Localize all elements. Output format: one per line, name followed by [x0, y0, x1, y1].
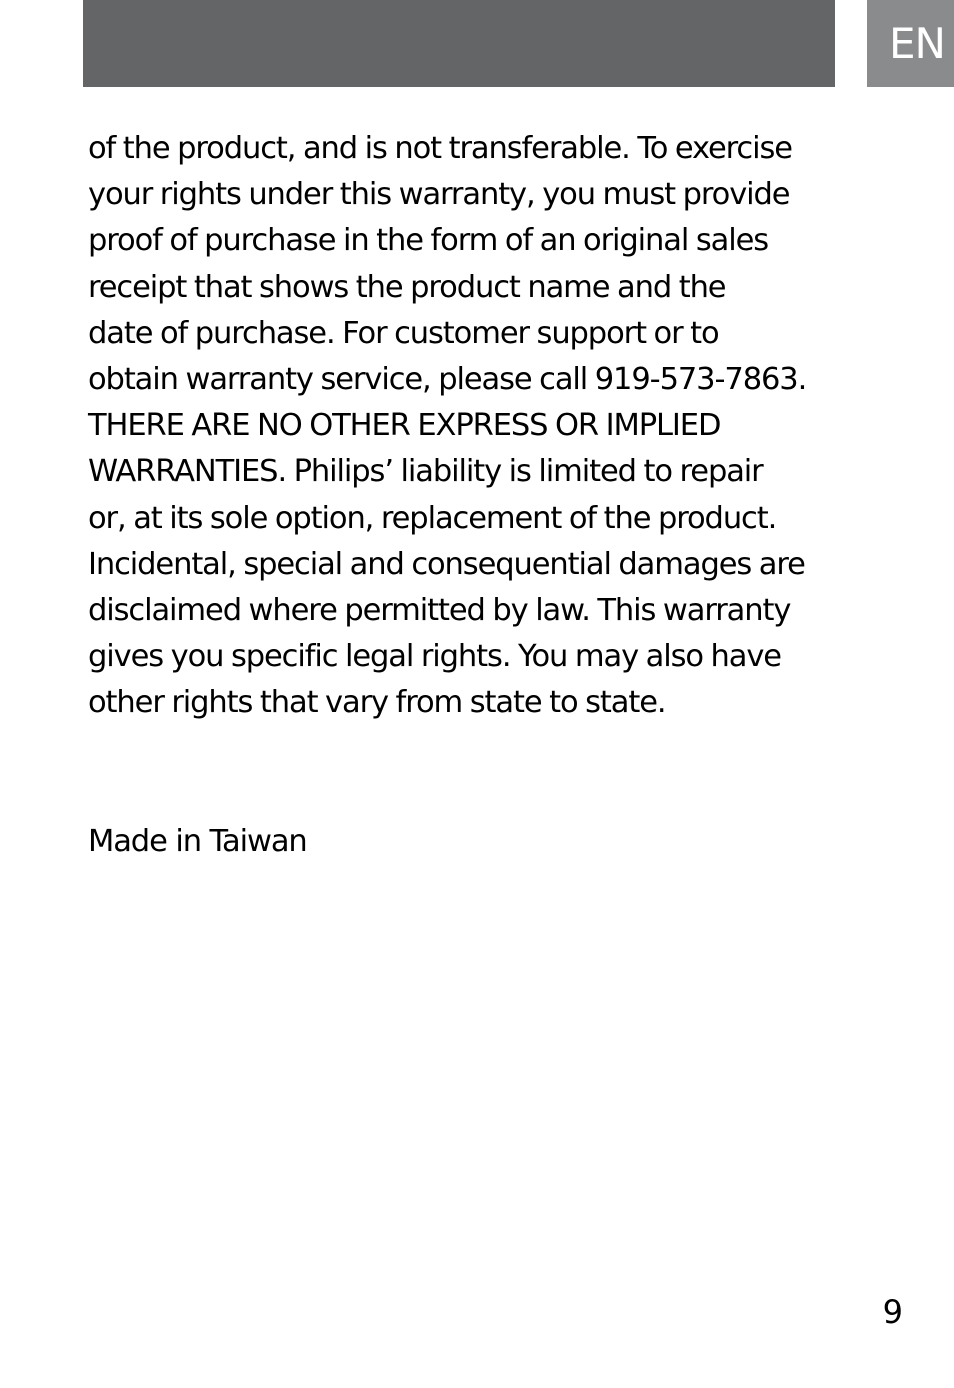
language-tab: [867, 0, 954, 87]
warranty-line: gives you specific legal rights. You may also have: [88, 639, 781, 675]
warranty-line: or, at its sole option, replacement of the product.: [88, 500, 777, 536]
page-number: 9: [882, 1293, 903, 1331]
warranty-line: THERE ARE NO OTHER EXPRESS OR IMPLIED: [88, 408, 721, 444]
warranty-line: of the product, and is not transferable. To exercise: [88, 131, 792, 166]
made-in-text: Made in Taiwan: [88, 824, 307, 859]
warranty-line: proof of purchase in the form of an original sales: [88, 223, 769, 259]
warranty-line: obtain warranty service, please call 919-573-7863.: [88, 362, 807, 398]
warranty-line: other rights that vary from state to state.: [88, 685, 666, 721]
language-tab-label: EN: [889, 19, 945, 68]
warranty-line: disclaimed where permitted by law. This warranty: [88, 593, 791, 629]
warranty-line: your rights under this warranty, you must provide: [88, 177, 790, 213]
header-bar: [83, 0, 835, 87]
warranty-line: Incidental, special and consequential damages are: [88, 546, 805, 582]
warranty-line: date of purchase. For customer support or to: [88, 315, 719, 351]
warranty-line: receipt that shows the product name and the: [88, 269, 726, 305]
warranty-line: WARRANTIES. Philips’ liability is limited to repair: [88, 454, 763, 490]
warranty-text: [88, 126, 878, 727]
